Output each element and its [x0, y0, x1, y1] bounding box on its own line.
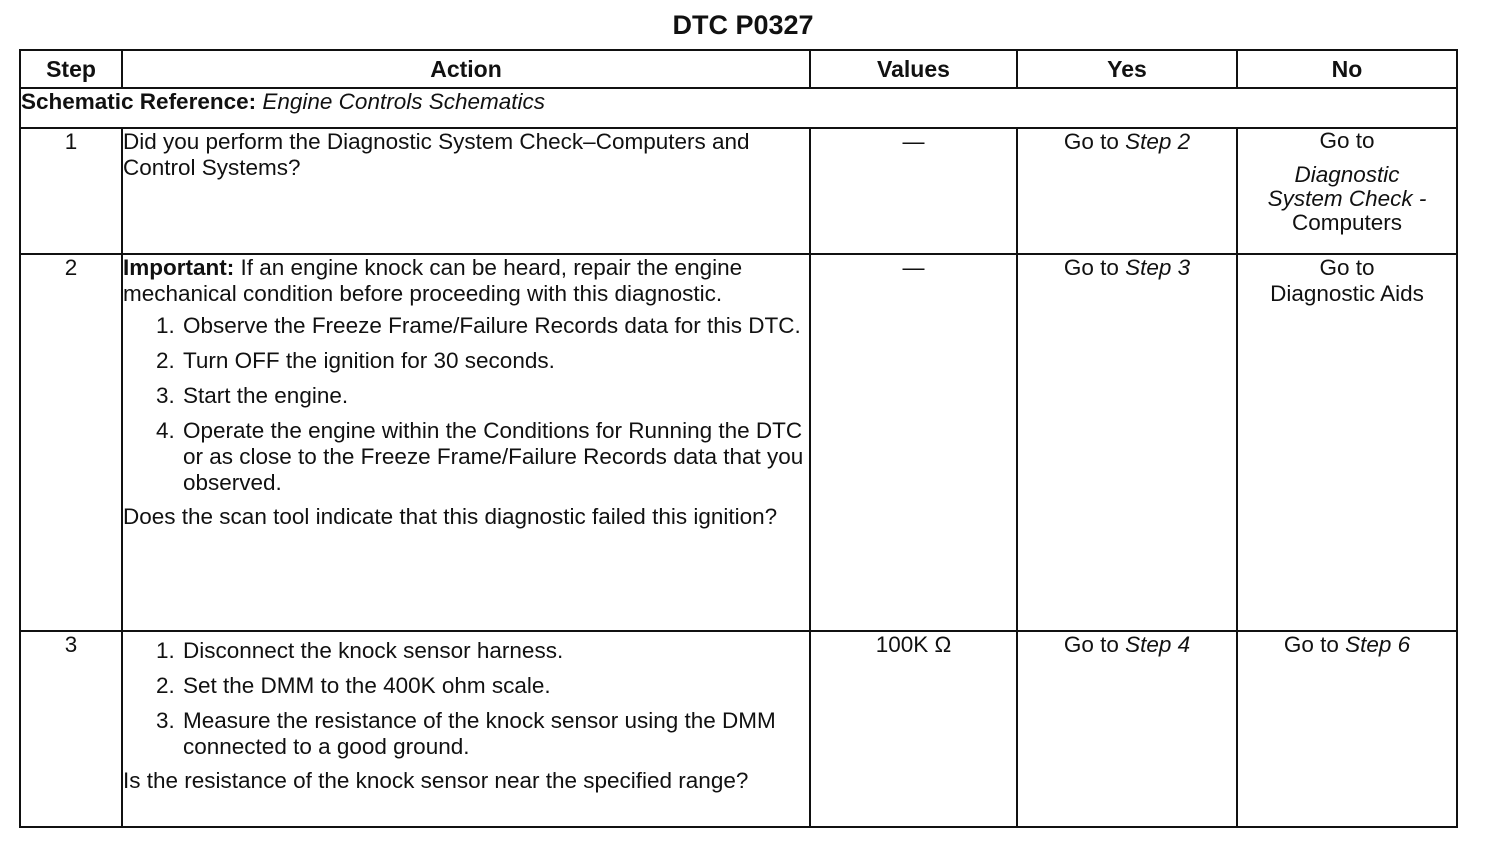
yes-prefix: Go to — [1063, 632, 1119, 657]
list-item: 3. Measure the resistance of the knock sensor using the DMM connected to a good ground. — [181, 708, 809, 760]
no-link-line1: Diagnostic — [1294, 162, 1400, 187]
list-item: 4. Operate the engine within the Conditions for Running the DTC or as close to the Freeze Frame/Failure Records data that you observed. — [181, 418, 809, 496]
values-text: — — [902, 129, 925, 154]
schematic-reference — [20, 88, 1457, 128]
yes-cell — [1017, 631, 1237, 827]
values-cell — [810, 631, 1017, 827]
values-cell — [810, 128, 1017, 254]
step-number: 3 — [20, 631, 122, 827]
header-step: Step — [20, 50, 122, 88]
header-row — [20, 50, 1457, 88]
important-text: If an engine knock can be heard, repair the engine mechanical condition before proceeding with this diagnostic. — [123, 255, 743, 306]
action-cell — [122, 631, 810, 827]
list-item: 2. Set the DMM to the 400K ohm scale. — [181, 673, 809, 699]
yes-cell — [1017, 254, 1237, 631]
yes-prefix: Go to — [1063, 255, 1119, 280]
yes-link[interactable]: Step 4 — [1125, 632, 1191, 657]
no-link[interactable]: Diagnostic Aids — [1270, 281, 1424, 306]
list-item: 3. Start the engine. — [181, 383, 809, 409]
header-yes: Yes — [1017, 50, 1237, 88]
table-row — [20, 254, 1457, 631]
table-row — [20, 631, 1457, 827]
table-row — [20, 128, 1457, 254]
important-label: Important: — [123, 255, 235, 280]
page-title: DTC P0327 — [672, 10, 814, 40]
list-item: 1. Disconnect the knock sensor harness. — [181, 638, 809, 664]
no-link[interactable] — [1238, 163, 1456, 235]
yes-link[interactable]: Step 3 — [1125, 255, 1191, 280]
action-cell — [122, 128, 810, 254]
yes-cell — [1017, 128, 1237, 254]
important-note — [123, 255, 809, 307]
values-text: — — [902, 255, 925, 280]
no-link-line3: Computers — [1291, 210, 1403, 235]
no-link[interactable]: Step 6 — [1345, 632, 1411, 657]
step-number: 2 — [20, 254, 122, 631]
procedure-list — [123, 638, 809, 760]
schematic-row — [20, 88, 1457, 128]
values-cell — [810, 254, 1017, 631]
yes-prefix: Go to — [1063, 129, 1119, 154]
no-prefix: Go to — [1283, 632, 1339, 657]
header-no: No — [1237, 50, 1457, 88]
no-prefix: Go to — [1319, 255, 1375, 280]
procedure-list — [123, 313, 809, 496]
diagnostic-table — [19, 49, 1458, 828]
step-number: 1 — [20, 128, 122, 254]
action-text: Did you perform the Diagnostic System Check–Computers and Control Systems? — [123, 129, 750, 180]
action-cell — [122, 254, 810, 631]
question-text: Does the scan tool indicate that this diagnostic failed this ignition? — [123, 504, 778, 529]
yes-link[interactable]: Step 2 — [1125, 129, 1191, 154]
question-text: Is the resistance of the knock sensor near the specified range? — [123, 768, 749, 793]
no-cell — [1237, 128, 1457, 254]
no-cell — [1237, 631, 1457, 827]
schematic-value: Engine Controls Schematics — [262, 89, 546, 114]
list-item: 2. Turn OFF the ignition for 30 seconds. — [181, 348, 809, 374]
header-action: Action — [122, 50, 810, 88]
list-item: 1. Observe the Freeze Frame/Failure Records data for this DTC. — [181, 313, 809, 339]
header-values: Values — [810, 50, 1017, 88]
schematic-label: Schematic Reference: — [21, 89, 257, 114]
no-cell — [1237, 254, 1457, 631]
no-link-line2: System Check - — [1267, 186, 1427, 211]
values-text: 100K Ω — [875, 632, 952, 657]
no-prefix: Go to — [1319, 128, 1375, 153]
